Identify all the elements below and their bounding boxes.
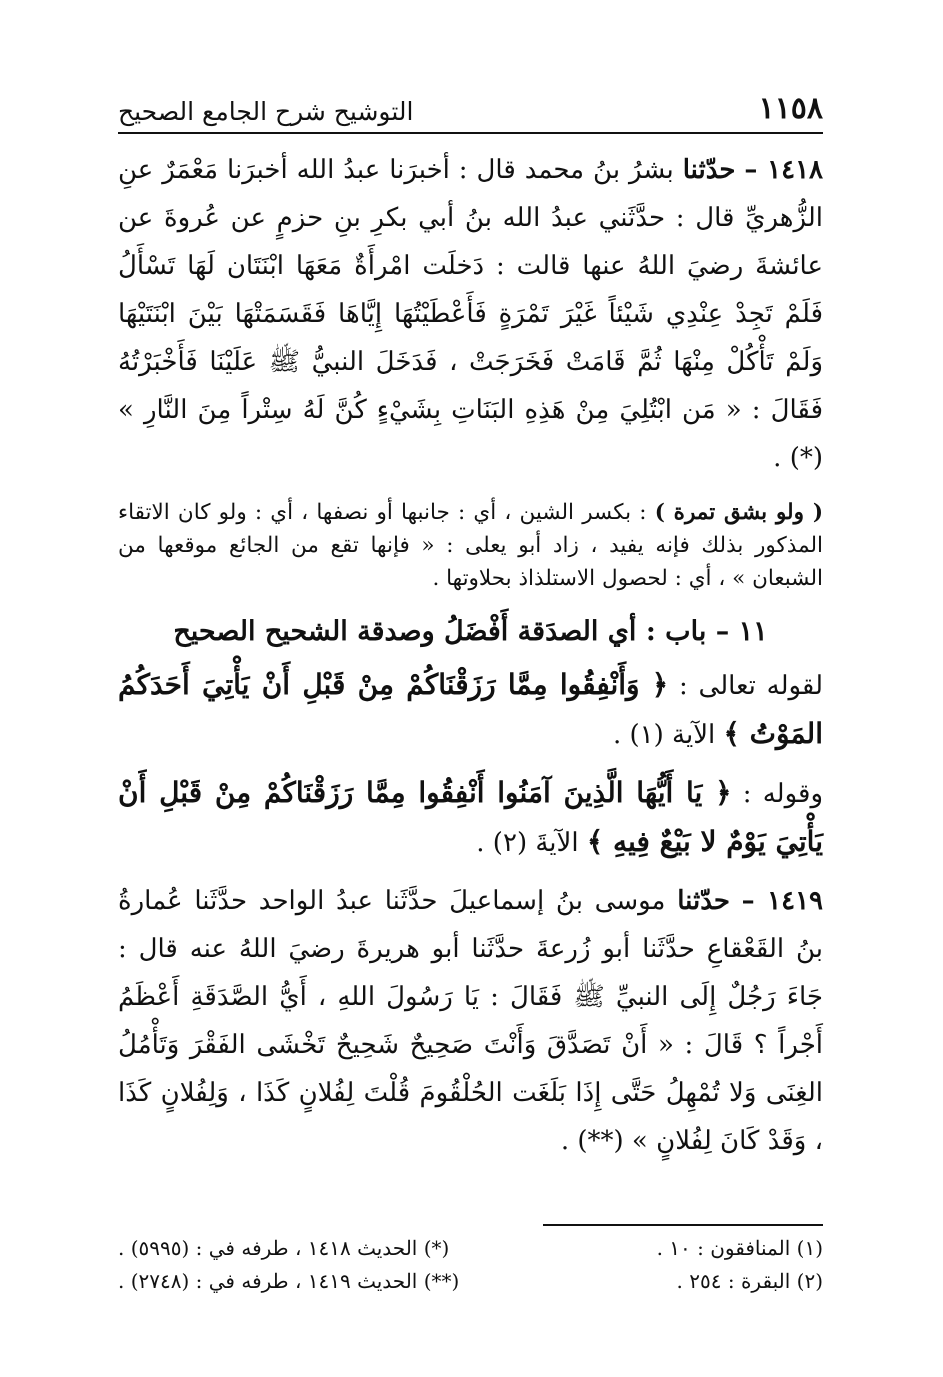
page-number: ١١٥٨: [758, 91, 823, 126]
hadith-1418: [118, 146, 823, 482]
commentary-paragraph: [118, 496, 823, 595]
quran-citation-1: [118, 661, 823, 759]
book-title: التوشيح شرح الجامع الصحيح: [118, 97, 414, 126]
footnote-row: [118, 1265, 823, 1298]
commentary-lemma: ( ولو بشق تمرة ): [654, 500, 823, 525]
page-content: [118, 146, 823, 1179]
commentary-text: : بكسر الشين ، أي : جانبها أو نصفها ، أي : ولو كان الاتقاء المذكور بذلك فإنه يفيد ، زاد أبو يعلى : « فإنها تقع من الجائع موقعها من الشبعان » ، أي : لحصول الاستلذاذ بحلاوتها .: [118, 500, 823, 591]
quran-verse: ﴿ يَا أَيُّهَا الَّذِينَ آمَنُوا أَنْفِقُوا مِمَّا رَزَقْنَاكُمْ مِنْ قَبْلِ أَنْ يَأْتِيَ يَوْمٌ لا بَيْعٌ فِيهِ ﴾: [118, 776, 823, 858]
hadith-1419: [118, 877, 823, 1165]
quran-verse: ﴿ وَأَنْفِقُوا مِمَّا رَزَقْنَاكُمْ مِنْ قَبْلِ أَنْ يَأْتِيَ أَحَدَكُمُ المَوْتُ ﴾: [118, 668, 823, 750]
quran-citation-2: [118, 769, 823, 867]
quran-intro: وقوله :: [742, 779, 824, 809]
chapter-heading: ١١ – باب : أي الصدَقة أَفْضَلُ وصدقة الشحيح الصحيح: [173, 616, 768, 647]
quran-tail: الآيةَ (٢) .: [476, 828, 579, 858]
footnote-2: (٢) البقرة : ٢٥٤ .: [676, 1269, 823, 1293]
footnote-star: (*) الحديث ١٤١٨ ، طرفه في : (٥٩٩٥) .: [118, 1236, 450, 1260]
page-header: [118, 84, 823, 134]
hadith-number: ١٤١٨ –: [744, 155, 824, 185]
hadith-opening: حدّثنا: [677, 886, 730, 916]
hadith-text: موسى بنُ إسماعيلَ حدَّثَنا عبدُ الواحد حدَّثَنا عُمارةُ بنُ القَعْقاعِ حدَّثَنا أبو زُرعةَ حدَّثَنا أبو هريرةَ رضيَ اللهُ عنه قال : جَاءَ رَجُلٌ إِلَى النبيِّ ﷺ فَقَالَ : يَا رَسُولَ اللهِ ، أَيُّ الصَّدَقَةِ أَعْظَمُ أَجْراً ؟ قَالَ : « أَنْ تَصَدَّقَ وَأَنْتَ صَحِيحٌ شَحِيحٌ تَخْشَى الفَقْرَ وَتَأْمُلُ الغِنَى وَلا تُمْهِلُ حَتَّى إِذَا بَلَغَت الحُلْقُومَ قُلْتَ لِفُلانٍ كَذَا ، وَلِفُلانٍ كَذَا ، وَقَدْ كَانَ لِفُلانٍ » (**) .: [118, 886, 823, 1156]
footnote-double-star: (**) الحديث ١٤١٩ ، طرفه في : (٢٧٤٨) .: [118, 1269, 460, 1293]
hadith-opening: حدّثنا: [682, 155, 736, 185]
footnotes: [118, 1232, 823, 1298]
quran-intro: لقوله تعالى :: [679, 671, 824, 701]
footnote-1: (١) المنافقون : ١٠ .: [656, 1236, 823, 1260]
footnote-row: [118, 1232, 823, 1265]
quran-tail: الآية (١) .: [612, 720, 716, 750]
hadith-text: بشرُ بنُ محمد قال : أخبرَنا عبدُ الله أخبرَنا مَعْمَرٌ عنِ الزُّهريِّ قال : حدَّثَني عبدُ الله بنُ أبي بكرِ بنِ حزمٍ عن عُروةَ عن عائشةَ رضيَ اللهُ عنها قالت : دَخلَت امْرأَةٌ مَعَهَا ابْنَتَان لَهَا تَسْأَلُ فَلَمْ تَجِدْ عِنْدِي شَيْئاً غَيْرَ تَمْرَةٍ فَأَعْطَيْتُهَا إِيَّاهَا فَقَسَمَتْهَا بَيْنَ ابْنَتَيْهَا وَلَمْ تَأْكُلْ مِنْهَا ثُمَّ قَامَتْ فَخَرَجَتْ ، فَدَخَلَ النبيُّ ﷺ عَلَيْنَا فَأَخْبَرْتُهُ فَقَالَ : « مَن ابْتُلِيَ مِنْ هَذِهِ البَنَاتِ بِشَيْءٍ كُنَّ لَهُ سِتْراً مِنَ النَّارِ » (*) .: [118, 155, 823, 473]
hadith-number: ١٤١٩ –: [741, 886, 824, 916]
footnote-rule: [543, 1224, 823, 1226]
